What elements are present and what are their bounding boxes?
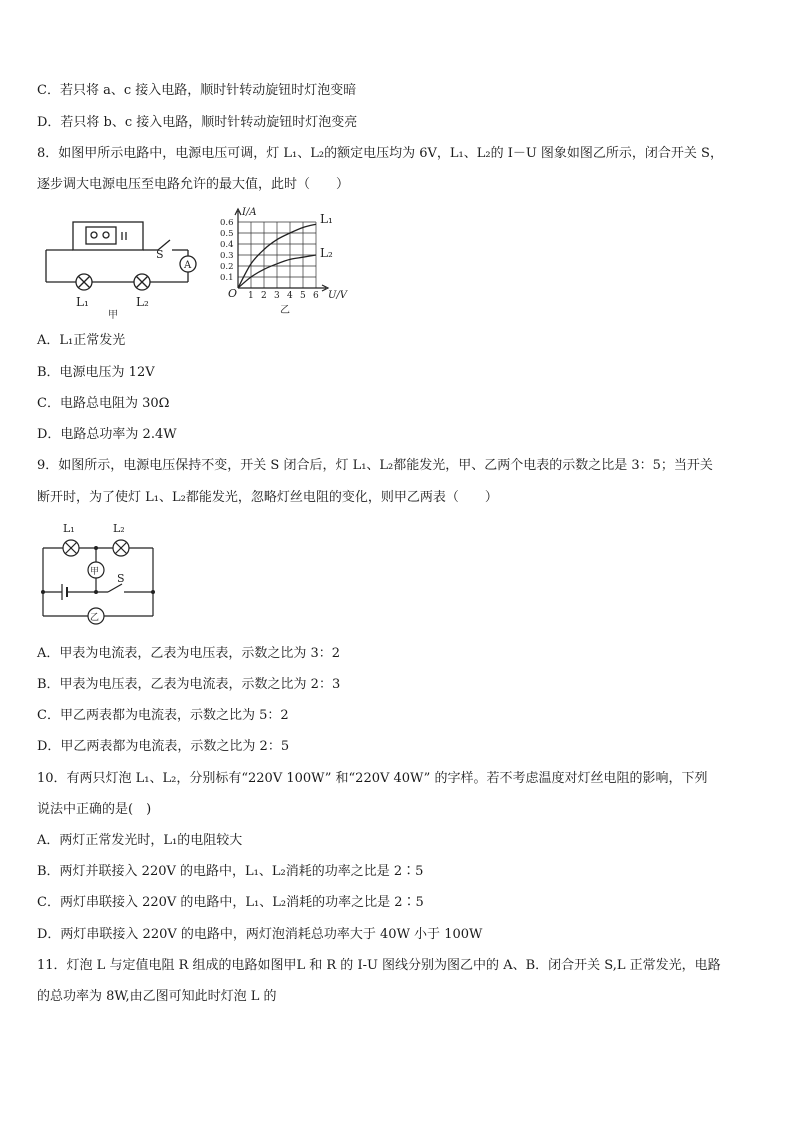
q8-option-b: B．电源电压为 12V: [37, 365, 155, 380]
q10-option-c: C．两灯串联接入 220V 的电路中，L₁、L₂消耗的功率之比是 2∶5: [37, 895, 424, 910]
q11-stem-line2: 的总功率为 8W,由乙图可知此时灯泡 L 的: [37, 989, 277, 1004]
q8-circuit-figure: [38, 210, 228, 322]
chart-xtick-label: 3: [274, 291, 280, 301]
chart-xtick-label: 4: [287, 291, 293, 301]
q8-iu-graph: [218, 205, 368, 317]
chart-ytick-label: 0.3: [220, 251, 234, 261]
chart-ylabel: I/A: [242, 207, 257, 218]
q9-stem-line1: 9．如图所示，电源电压保持不变，开关 S 闭合后，灯 L₁、L₂都能发光，甲、乙两个电表的示数之比是 3：5；当开关: [37, 458, 713, 473]
q8-lamp1-label: L₁: [76, 295, 89, 309]
q8-option-d: D．电路总功率为 2.4W: [37, 427, 177, 442]
q7-option-d: D．若只将 b、c 接入电路，顺时针转动旋钮时灯泡变亮: [37, 115, 358, 130]
chart-ytick-label: 0.1: [220, 273, 234, 283]
chart-xtick-label: 5: [300, 291, 306, 301]
q8-circuit-caption: 甲: [108, 310, 118, 321]
chart-xtick-label: 2: [261, 291, 267, 301]
chart-xtick-label: 1: [248, 291, 254, 301]
q9-meter2-label: 乙: [90, 613, 100, 623]
chart-ytick-label: 0.2: [220, 262, 234, 272]
q8-option-a: A．L₁正常发光: [37, 333, 126, 348]
q9-stem-line2: 断开时，为了使灯 L₁、L₂都能发光，忽略灯丝电阻的变化，则甲乙两表（ ）: [37, 490, 498, 505]
q9-option-d: D．甲乙两表都为电流表，示数之比为 2：5: [37, 739, 290, 754]
q10-option-b: B．两灯并联接入 220V 的电路中，L₁、L₂消耗的功率之比是 2∶5: [37, 864, 424, 879]
chart-ytick-label: 0.6: [220, 218, 234, 228]
q9-switch-label: S: [117, 572, 125, 585]
chart-origin: O: [228, 287, 238, 300]
q9-meter1-label: 甲: [90, 567, 100, 577]
chart-ytick-label: 0.5: [220, 229, 234, 239]
q8-ammeter-label: A: [184, 260, 192, 271]
q10-option-d: D．两灯串联接入 220V 的电路中，两灯泡消耗总功率大于 40W 小于 100W: [37, 927, 483, 942]
q8-option-c: C．电路总电阻为 30Ω: [37, 396, 170, 411]
q8-switch-label: S: [156, 248, 164, 261]
q9-lamp2-label: L₂: [113, 522, 125, 535]
q9-lamp1-label: L₁: [63, 522, 75, 535]
q9-circuit-figure: [38, 518, 168, 628]
chart-series-label-l2: L₂: [320, 246, 333, 260]
q7-option-c: C．若只将 a、c 接入电路，顺时针转动旋钮时灯泡变暗: [37, 83, 357, 98]
chart-caption: 乙: [280, 305, 290, 316]
q9-option-a: A．甲表为电流表，乙表为电压表，示数之比为 3：2: [37, 646, 341, 661]
q10-option-a: A．两灯正常发光时，L₁的电阻较大: [37, 833, 243, 848]
q10-stem-line1: 10．有两只灯泡 L₁、L₂，分别标有“220V 100W” 和“220V 40W” 的字样。若不考虑温度对灯丝电阻的影响，下列: [37, 771, 708, 786]
chart-series-label-l1: L₁: [320, 212, 333, 226]
chart-ytick-label: 0.4: [220, 240, 234, 250]
q8-stem-line2: 逐步调大电源电压至电路允许的最大值，此时（ ）: [37, 177, 350, 192]
q9-option-b: B．甲表为电压表，乙表为电流表，示数之比为 2：3: [37, 677, 341, 692]
chart-xlabel: U/V: [328, 290, 348, 301]
q11-stem-line1: 11．灯泡 L 与定值电阻 R 组成的电路如图甲L 和 R 的 I-U 图线分别为图乙中的 A、B．闭合开关 S,L 正常发光，电路: [37, 958, 721, 973]
chart-xtick-label: 6: [313, 291, 319, 301]
q8-stem-line1: 8．如图甲所示电路中，电源电压可调，灯 L₁、L₂的额定电压均为 6V，L₁、L₂的 I－U 图象如图乙所示，闭合开关 S，: [37, 146, 723, 161]
q10-stem-line2: 说法中正确的是( ): [37, 802, 152, 817]
q9-option-c: C．甲乙两表都为电流表，示数之比为 5：2: [37, 708, 289, 723]
q8-lamp2-label: L₂: [136, 295, 149, 309]
